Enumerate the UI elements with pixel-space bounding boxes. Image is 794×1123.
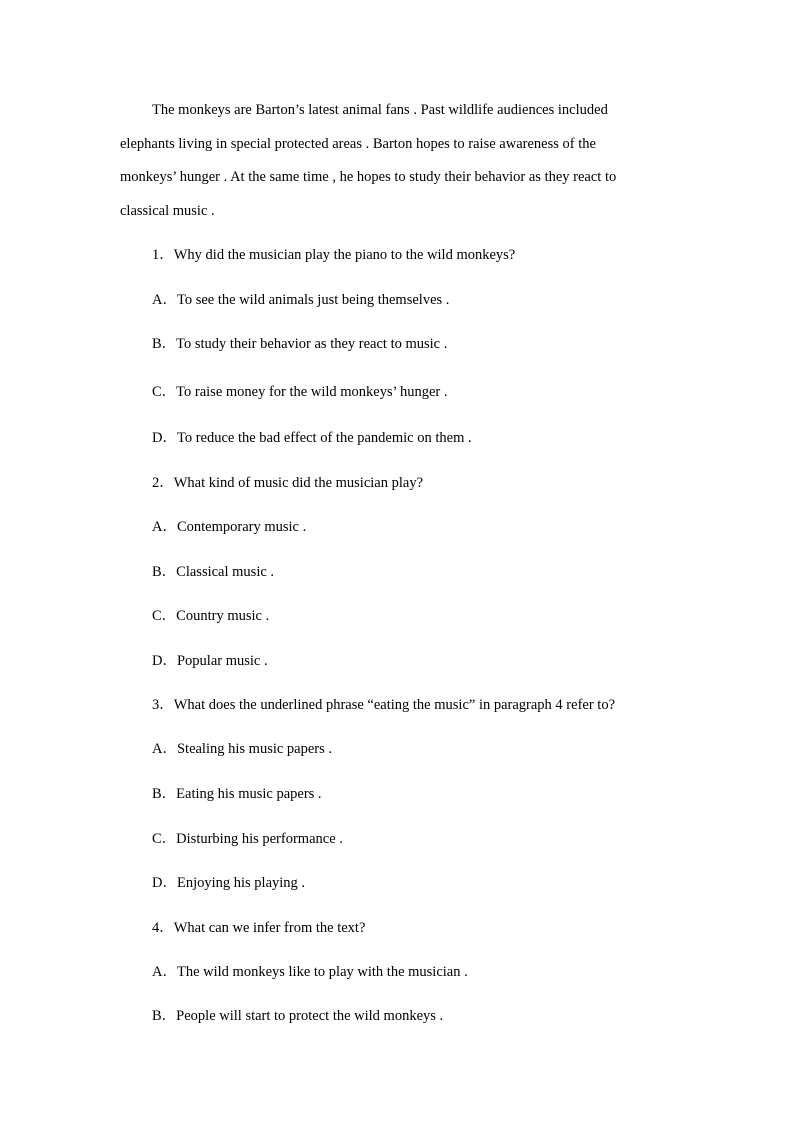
question-1-stem: 1．Why did the musician play the piano to the wild monkeys? (152, 247, 516, 263)
question-2-option-a: A．Contemporary music . (152, 519, 307, 535)
question-1-option-a: A．To see the wild animals just being themselves . (152, 292, 450, 308)
question-4-stem: 4．What can we infer from the text? (152, 920, 366, 936)
question-1-option-d: D．To reduce the bad effect of the pandemic on them . (152, 430, 472, 446)
question-2-option-d: D．Popular music . (152, 653, 268, 669)
question-2-stem: 2．What kind of music did the musician play? (152, 475, 424, 491)
passage-line-4: classical music . (120, 203, 215, 219)
passage-line-1: The monkeys are Barton’s latest animal fans . Past wildlife audiences included (152, 102, 608, 118)
question-3-stem: 3．What does the underlined phrase “eating the music” in paragraph 4 refer to? (152, 697, 616, 713)
question-2-option-b: B．Classical music . (152, 564, 275, 580)
question-1-option-c: C．To raise money for the wild monkeys’ hunger . (152, 384, 448, 400)
passage-line-3: monkeys’ hunger . At the same time , he hopes to study their behavior as they react to (120, 169, 617, 185)
question-3-option-d: D．Enjoying his playing . (152, 875, 306, 891)
question-3-option-a: A．Stealing his music papers . (152, 741, 333, 757)
question-1-option-b: B．To study their behavior as they react to music . (152, 336, 448, 352)
passage-line-2: elephants living in special protected areas . Barton hopes to raise awareness of the (120, 136, 596, 152)
question-3-option-c: C．Disturbing his performance . (152, 831, 343, 847)
question-3-option-b: B．Eating his music papers . (152, 786, 322, 802)
question-4-option-b: B．People will start to protect the wild monkeys . (152, 1008, 444, 1024)
question-2-option-c: C．Country music . (152, 608, 270, 624)
question-4-option-a: A．The wild monkeys like to play with the musician . (152, 964, 468, 980)
